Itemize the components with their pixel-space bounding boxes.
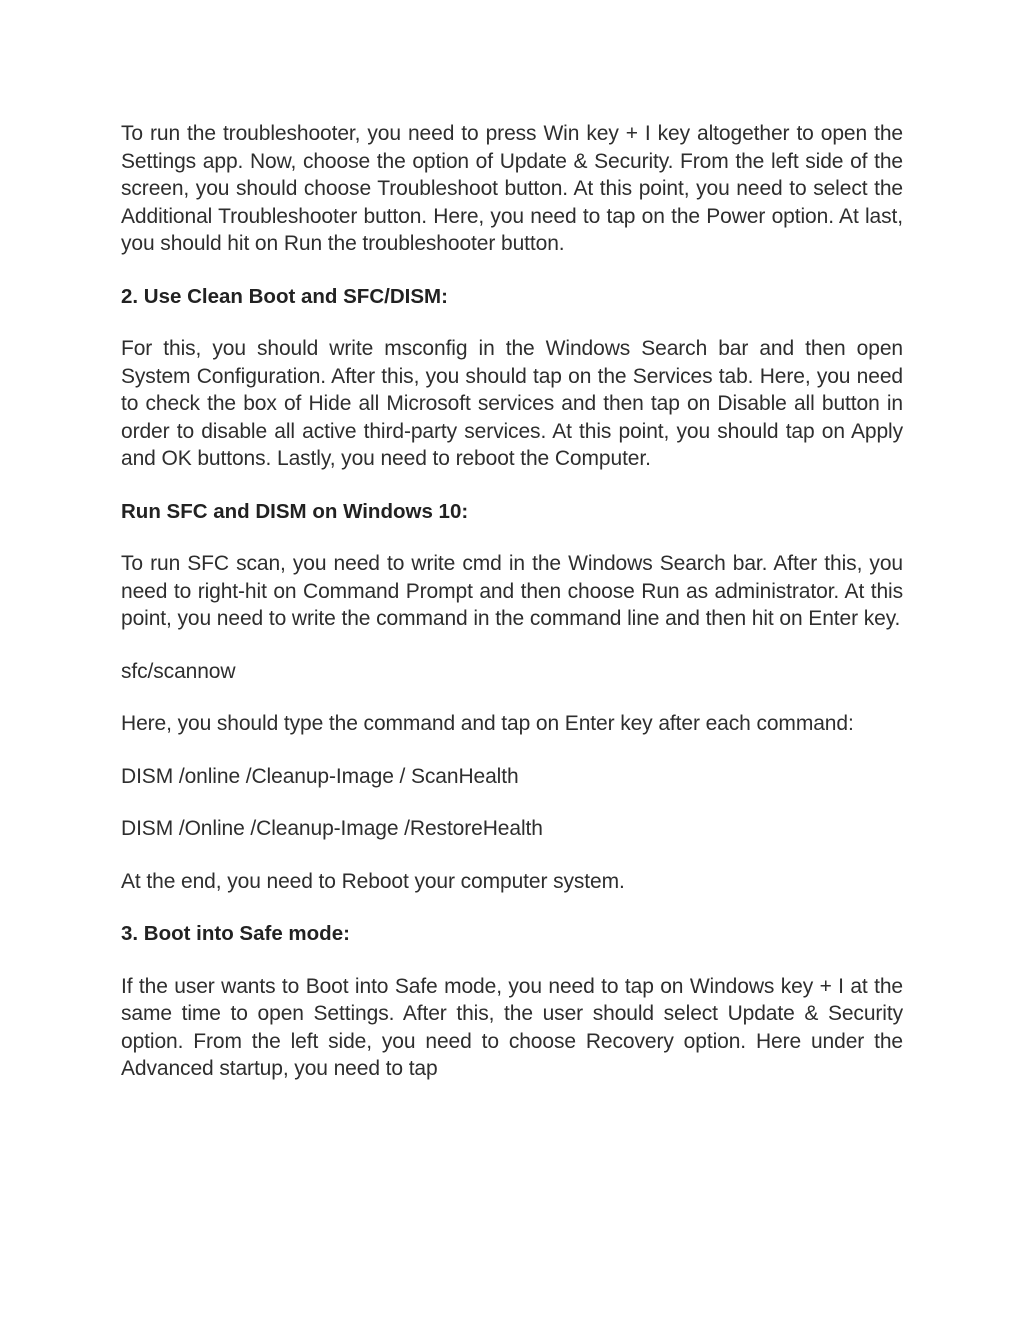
document-body [121,120,903,1083]
command-dism-restorehealth: DISM /Online /Cleanup-Image /RestoreHealth [121,817,543,840]
paragraph-type-command: Here, you should type the command and tap on Enter key after each command: [121,712,854,735]
heading-clean-boot: 2. Use Clean Boot and SFC/DISM: [121,284,448,308]
paragraph-reboot: At the end, you need to Reboot your computer system. [121,869,625,893]
command-dism-scanhealth: DISM /online /Cleanup-Image / ScanHealth [121,764,519,788]
command-sfc-scannow: sfc/scannow [121,659,236,683]
paragraph-troubleshooter: To run the troubleshooter, you need to press Win key + I key altogether to open the Settings app. Now, choose the option of Update & Security. From the left side of the screen, you should choose Troubleshoot button. At this point, you need to select the Additional Troubleshooter button. Here, you need to tap on the Power option. At last, you should hit on Run the troubleshooter button. [121,122,903,255]
heading-sfc-dism: Run SFC and DISM on Windows 10: [121,499,469,523]
paragraph-msconfig: For this, you should write msconfig in the Windows Search bar and then open System Configuration. After this, you should tap on the Services tab. Here, you need to check the box of Hide all Microsoft services and then tap on Disable all button in order to disable all active third-party services. At this point, you should tap on Apply and OK buttons. Lastly, you need to reboot the Computer. [121,337,903,470]
heading-safe-mode: 3. Boot into Safe mode: [121,922,350,945]
paragraph-sfc-scan: To run SFC scan, you need to write cmd in the Windows Search bar. After this, you need to right-hit on Command Prompt and then choose Run as administrator. At this point, you need to write the command in the command line and then hit on Enter key. [121,552,903,630]
paragraph-safe-mode: If the user wants to Boot into Safe mode, you need to tap on Windows key + I at the same time to open Settings. After this, the user should select Update & Security option. From the left side, you need to choose Recovery option. Here under the Advanced startup, you need to tap [121,974,903,1080]
